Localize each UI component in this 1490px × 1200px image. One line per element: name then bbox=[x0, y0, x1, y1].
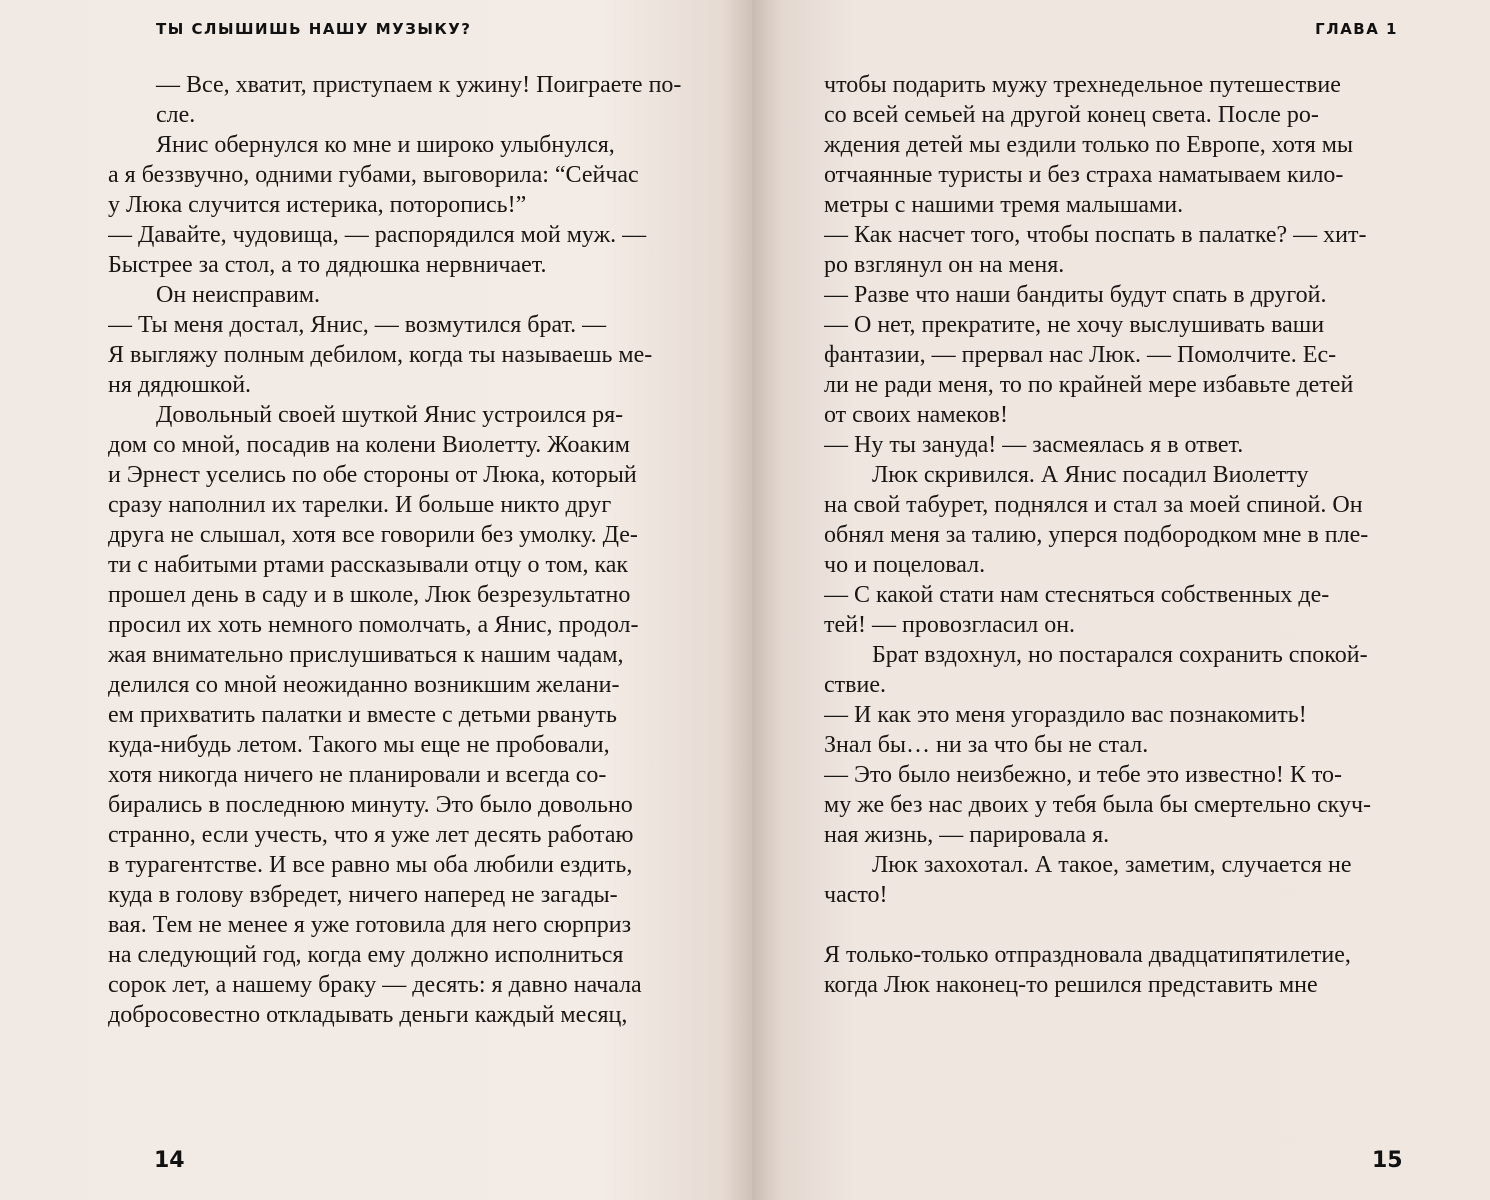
text-line: со всей семьей на другой конец света. После ро- bbox=[824, 102, 1319, 128]
text-line: от своих намеков! bbox=[824, 402, 1008, 428]
text-line: — О нет, прекратите, не хочу выслушивать ваши bbox=[824, 312, 1325, 338]
text-line: Довольный своей шуткой Янис устроился ря- bbox=[156, 402, 624, 428]
text-line: му же без нас двоих у тебя была бы смертельно скуч- bbox=[824, 792, 1372, 818]
text-line: тей! — провозгласил он. bbox=[824, 612, 1076, 638]
text-line: ная жизнь, — парировала я. bbox=[824, 822, 1110, 848]
text-line: ем прихватить палатки и вместе с детьми рвануть bbox=[108, 702, 617, 728]
text-line: просил их хоть немного помолчать, а Янис, продол- bbox=[108, 612, 639, 638]
text-line: друга не слышал, хотя все говорили без умолку. Де- bbox=[108, 522, 638, 548]
right-page bbox=[752, 0, 1490, 1200]
text-line: Я выгляжу полным дебилом, когда ты называешь ме- bbox=[108, 342, 653, 368]
text-line: — Это было неизбежно, и тебе это известно! К то- bbox=[824, 762, 1343, 788]
text-line: Быстрее за стол, а то дядюшка нервничает. bbox=[108, 252, 547, 278]
text-line: бирались в последнюю минуту. Это было довольно bbox=[108, 792, 633, 818]
text-line: ти с набитыми ртами рассказывали отцу о том, как bbox=[108, 552, 629, 578]
text-line: ждения детей мы ездили только по Европе, хотя мы bbox=[824, 132, 1354, 158]
text-line: — Ты меня достал, Янис, — возмутился брат. — bbox=[108, 312, 607, 338]
left-page-text bbox=[108, 70, 686, 1030]
page-number: 15 bbox=[1372, 1148, 1403, 1173]
text-line: и Эрнест уселись по обе стороны от Люка, который bbox=[108, 462, 637, 488]
text-line: дом со мной, посадив на колени Виолетту. Жоаким bbox=[108, 432, 630, 458]
text-line: чтобы подарить мужу трехнедельное путешествие bbox=[824, 72, 1341, 98]
text-line: — С какой стати нам стесняться собственных де- bbox=[824, 582, 1330, 608]
page-number: 14 bbox=[154, 1148, 185, 1173]
text-line: жая внимательно прислушиваться к нашим чадам, bbox=[108, 642, 624, 668]
text-line: часто! bbox=[824, 882, 888, 908]
text-line: вая. Тем не менее я уже готовила для него сюрприз bbox=[108, 912, 632, 938]
text-line: обнял меня за талию, уперся подбородком мне в пле- bbox=[824, 522, 1369, 548]
text-line: Я только-только отпраздновала двадцатипятилетие, bbox=[824, 942, 1351, 968]
text-line: — Как насчет того, чтобы поспать в палатке? — хит- bbox=[824, 222, 1367, 248]
text-line: а я беззвучно, одними губами, выговорила: “Сейчас bbox=[108, 162, 639, 188]
text-line: метры с нашими тремя малышами. bbox=[824, 192, 1184, 218]
running-head-book-title: ТЫ СЛЫШИШЬ НАШУ МУЗЫКУ? bbox=[156, 20, 472, 38]
text-line: ли не ради меня, то по крайней мере избавьте детей bbox=[824, 372, 1354, 398]
text-line: отчаянные туристы и без страха наматываем кило- bbox=[824, 162, 1344, 188]
right-page-text bbox=[824, 70, 1400, 1000]
text-line: — Ну ты зануда! — засмеялась я в ответ. bbox=[824, 432, 1244, 458]
text-line: сорок лет, а нашему браку — десять: я давно начала bbox=[108, 972, 642, 998]
text-line: сле. bbox=[156, 102, 196, 128]
text-line: Люк захохотал. А такое, заметим, случается не bbox=[872, 852, 1352, 878]
text-line: на свой табурет, поднялся и стал за моей спиной. Он bbox=[824, 492, 1363, 518]
text-line: — И как это меня угораздило вас познакомить! bbox=[824, 702, 1307, 728]
text-line: Люк скривился. А Янис посадил Виолетту bbox=[872, 462, 1309, 488]
running-head-chapter: ГЛАВА 1 bbox=[1315, 20, 1398, 38]
text-line: ствие. bbox=[824, 672, 886, 698]
text-line: сразу наполнил их тарелки. И больше никто друг bbox=[108, 492, 612, 518]
text-line: на следующий год, когда ему должно исполниться bbox=[108, 942, 624, 968]
text-line: — Все, хватит, приступаем к ужину! Поиграете по- bbox=[156, 72, 682, 98]
text-line: куда-нибудь летом. Такого мы еще не пробовали, bbox=[108, 732, 610, 758]
text-line: прошел день в саду и в школе, Люк безрезультатно bbox=[108, 582, 631, 608]
text-line: куда в голову взбредет, ничего наперед не загады- bbox=[108, 882, 618, 908]
text-line: фантазии, — прервал нас Люк. — Помолчите. Ес- bbox=[824, 342, 1337, 368]
text-line: чо и поцеловал. bbox=[824, 552, 986, 578]
text-line: Знал бы… ни за что бы не стал. bbox=[824, 732, 1149, 758]
text-line: делился со мной неожиданно возникшим желани- bbox=[108, 672, 620, 698]
text-line: ро взглянул он на меня. bbox=[824, 252, 1065, 278]
text-line: хотя никогда ничего не планировали и всегда со- bbox=[108, 762, 607, 788]
text-line: у Люка случится истерика, поторопись!” bbox=[108, 192, 527, 218]
section-break bbox=[824, 910, 1400, 940]
text-line: Он неисправим. bbox=[156, 282, 321, 308]
text-line: ня дядюшкой. bbox=[108, 372, 252, 398]
text-line: — Давайте, чудовища, — распорядился мой муж. — bbox=[108, 222, 647, 248]
text-line: добросовестно откладывать деньги каждый месяц, bbox=[108, 1002, 628, 1028]
text-line: Брат вздохнул, но постарался сохранить спокой- bbox=[872, 642, 1368, 668]
text-line: — Разве что наши бандиты будут спать в другой. bbox=[824, 282, 1327, 308]
text-line: в турагентстве. И все равно мы оба любили ездить, bbox=[108, 852, 633, 878]
text-line: странно, если учесть, что я уже лет десять работаю bbox=[108, 822, 634, 848]
text-line: когда Люк наконец-то решился представить мне bbox=[824, 972, 1318, 998]
text-line: Янис обернулся ко мне и широко улыбнулся, bbox=[156, 132, 615, 158]
